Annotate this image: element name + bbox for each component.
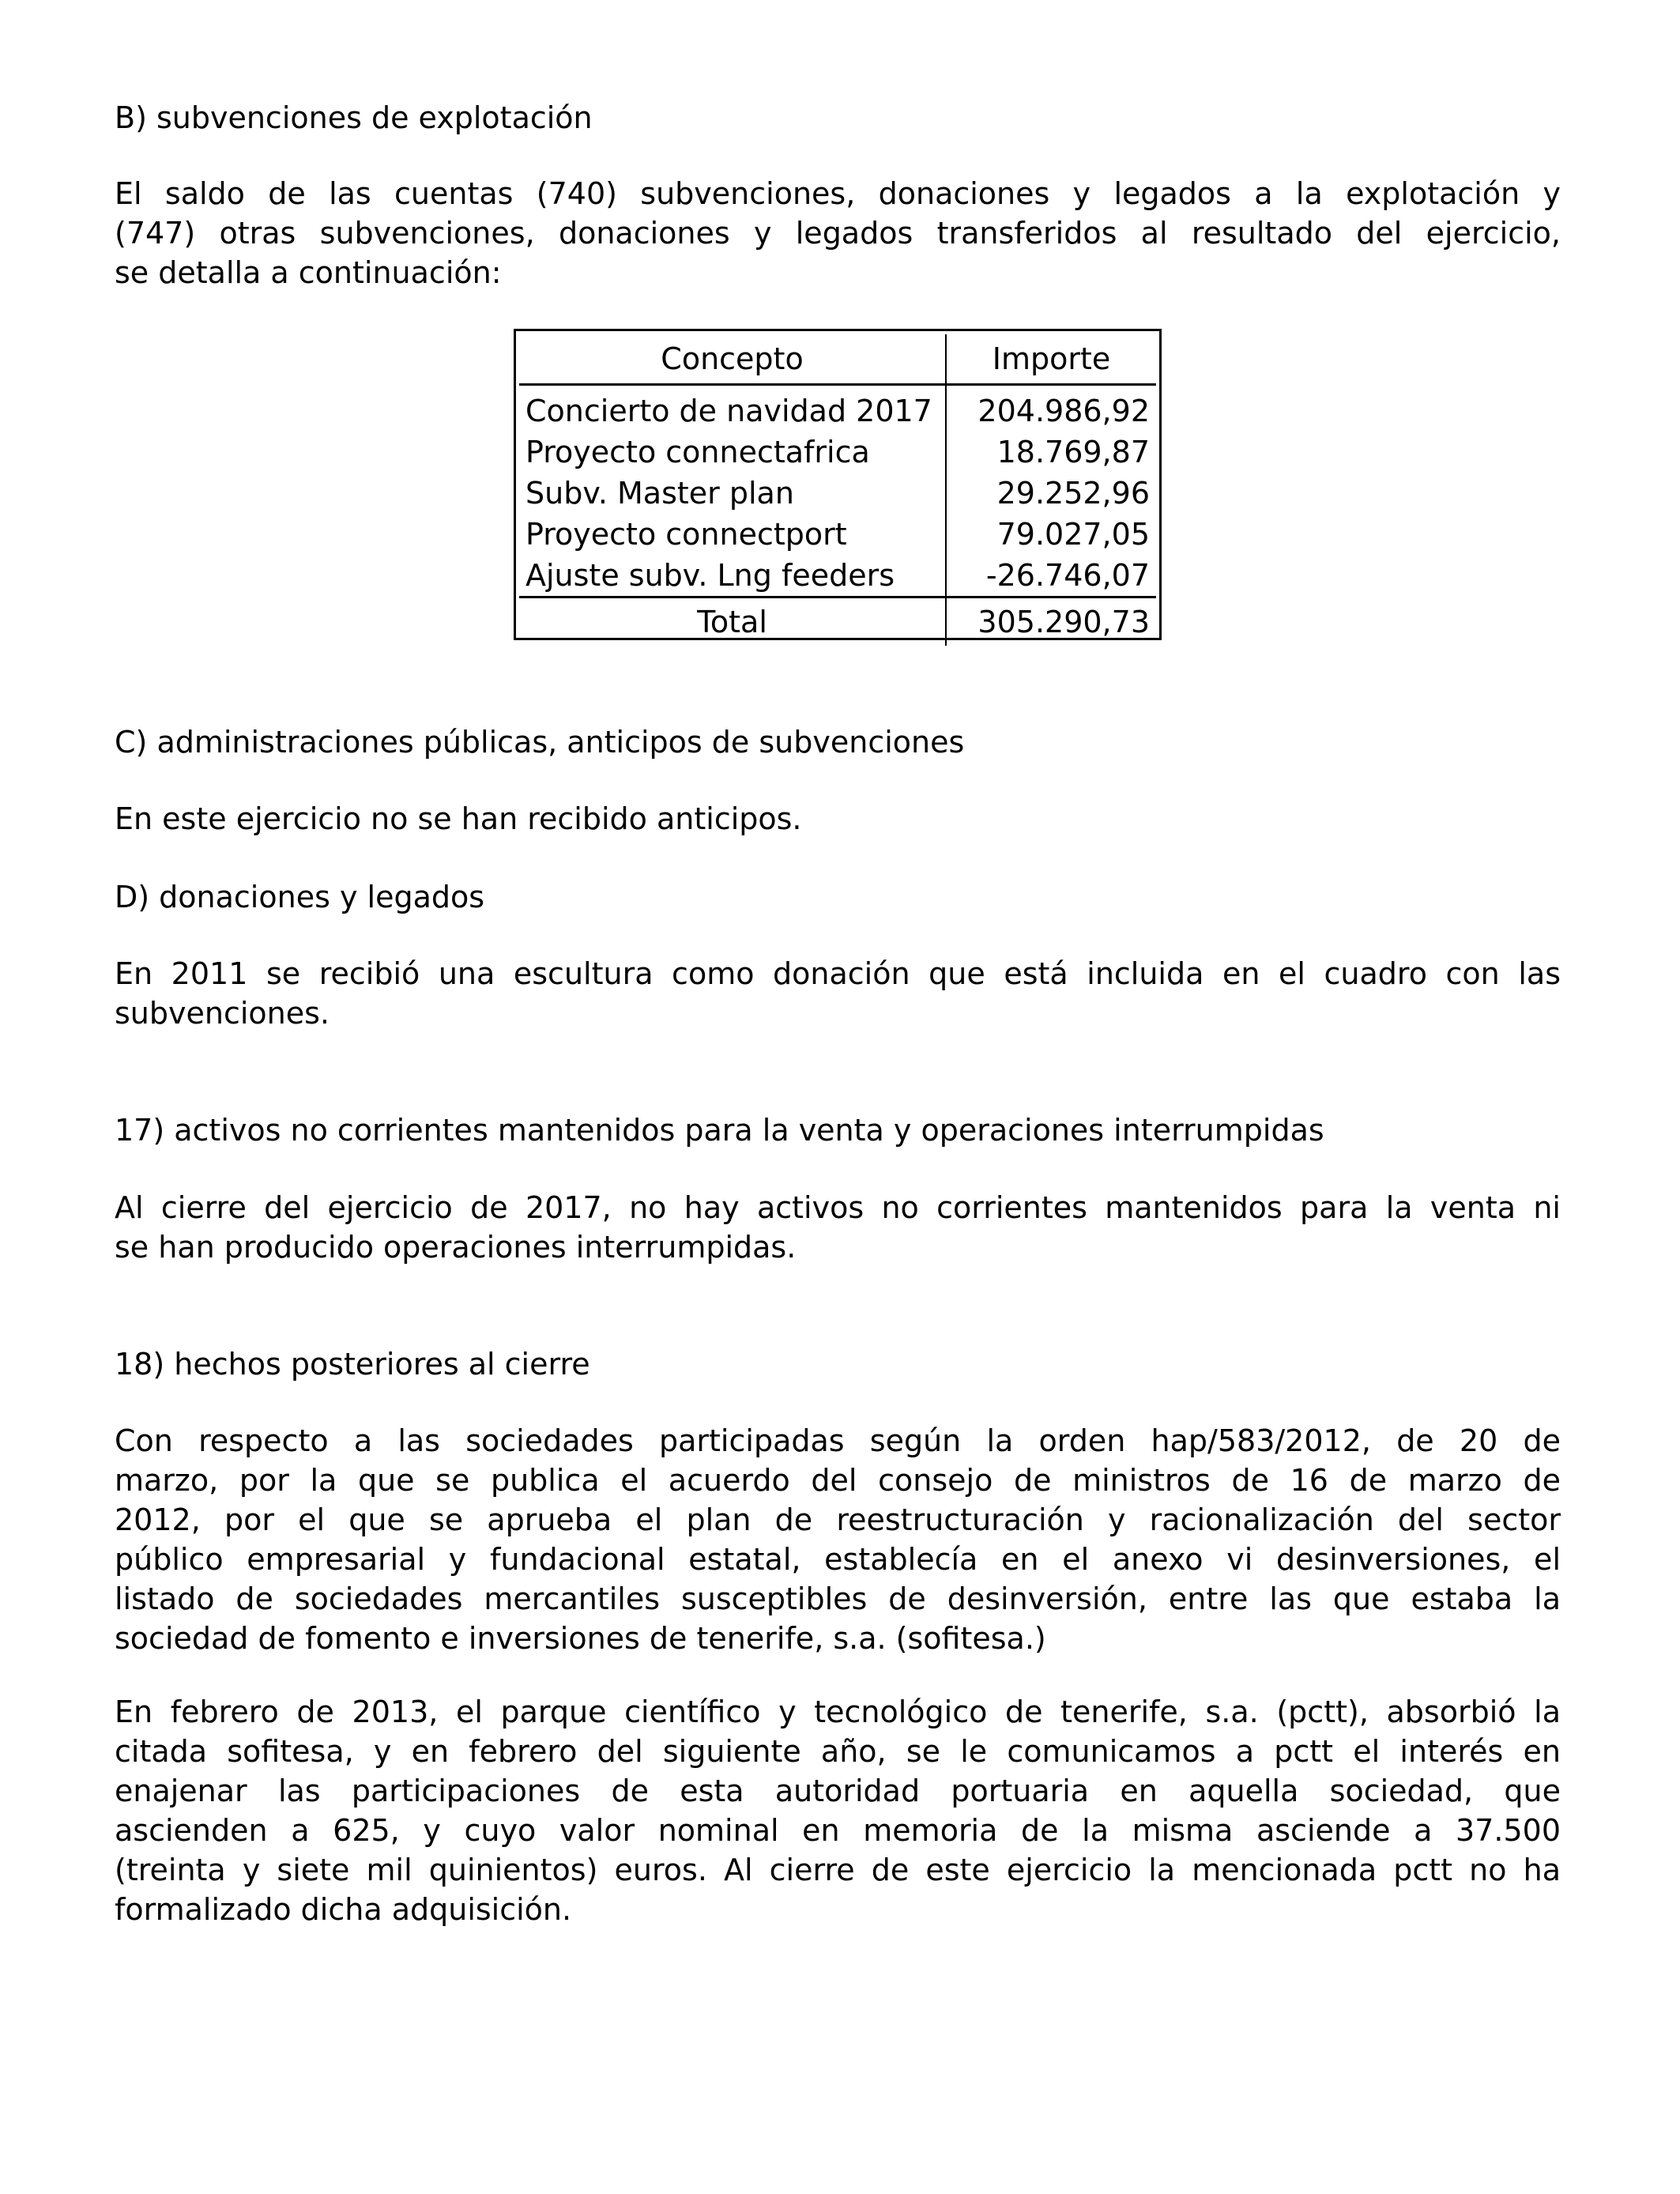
cell-concepto: Concierto de navidad 2017 (525, 394, 932, 428)
section-18-heading: 18) hechos posteriores al cierre (115, 1347, 590, 1382)
table-row (519, 514, 1156, 555)
paragraph-line: público empresarial y fundacional estatal, establecía en el anexo vi desinversiones, el (115, 1542, 1561, 1577)
section-d-paragraph (115, 954, 1561, 1033)
cell-concepto: Proyecto connectport (525, 517, 847, 552)
paragraph-line: En 2011 se recibió una escultura como donación que está incluida en el cuadro con las (115, 956, 1561, 991)
paragraph-line: 2012, por el que se aprueba el plan de reestructuración y racionalización del sector (115, 1502, 1561, 1537)
paragraph-line: En febrero de 2013, el parque científico y tecnológico de tenerife, s.a. (pctt), absorbió la (115, 1695, 1561, 1729)
table-row (519, 473, 1156, 514)
paragraph-line: marzo, por la que se publica el acuerdo del consejo de ministros de 16 de marzo de (115, 1463, 1561, 1498)
table-row (519, 432, 1156, 473)
section-c-heading: C) administraciones públicas, anticipos de subvenciones (115, 725, 965, 760)
paragraph-line: se detalla a continuación: (115, 255, 502, 290)
cell-concepto: Proyecto connectafrica (525, 435, 870, 469)
cell-importe: -26.746,07 (946, 555, 1156, 598)
paragraph-line: Al cierre del ejercicio de 2017, no hay activos no corrientes mantenidos para la venta ni (115, 1190, 1561, 1225)
paragraph-line: En este ejercicio no se han recibido anticipos. (115, 801, 802, 836)
table-total-row (519, 598, 1156, 647)
header-concepto: Concepto (519, 334, 946, 385)
cell-importe: 18.769,87 (946, 432, 1156, 473)
paragraph-line: (747) otras subvenciones, donaciones y legados transferidos al resultado del ejercicio, (115, 216, 1561, 251)
header-importe: Importe (946, 334, 1156, 385)
paragraph-line: sociedad de fomento e inversiones de tenerife, s.a. (sofitesa.) (115, 1621, 1046, 1656)
paragraph-line: listado de sociedades mercantiles susceptibles de desinversión, entre las que estaba la (115, 1581, 1561, 1616)
paragraph-line: subvenciones. (115, 996, 330, 1031)
paragraph-line: enajenar las participaciones de esta autoridad portuaria en aquella sociedad, que (115, 1774, 1561, 1808)
cell-concepto: Ajuste subv. Lng feeders (525, 558, 895, 593)
section-b-paragraph (115, 174, 1561, 292)
section-b-heading: B) subvenciones de explotación (115, 100, 593, 135)
section-17-paragraph (115, 1188, 1561, 1267)
paragraph-line: Con respecto a las sociedades participadas según la orden hap/583/2012, de 20 de (115, 1423, 1561, 1458)
cell-importe: 29.252,96 (946, 473, 1156, 514)
section-d-heading: D) donaciones y legados (115, 880, 485, 914)
total-label: Total (519, 598, 946, 647)
table-row (519, 555, 1156, 598)
paragraph-line: ascienden a 625, y cuyo valor nominal en memoria de la misma asciende a 37.500 (115, 1813, 1561, 1848)
paragraph-line: (treinta y siete mil quinientos) euros. Al cierre de este ejercicio la mencionada pctt no ha (115, 1853, 1561, 1887)
cell-importe: 79.027,05 (946, 514, 1156, 555)
cell-importe: 204.986,92 (946, 385, 1156, 432)
total-value: 305.290,73 (946, 598, 1156, 647)
paragraph-line: El saldo de las cuentas (740) subvenciones, donaciones y legados a la explotación y (115, 176, 1561, 211)
section-18-paragraph-2 (115, 1692, 1561, 1929)
paragraph-line: citada sofitesa, y en febrero del siguiente año, se le comunicamos a pctt el interés en (115, 1734, 1561, 1769)
subvenciones-table (519, 334, 1156, 646)
section-18-paragraph-1 (115, 1421, 1561, 1658)
cell-concepto: Subv. Master plan (525, 476, 794, 511)
section-c-paragraph (115, 799, 1561, 839)
table-header-row (519, 334, 1156, 385)
paragraph-line: se han producido operaciones interrumpidas. (115, 1230, 797, 1265)
table-row (519, 385, 1156, 432)
paragraph-line: formalizado dicha adquisición. (115, 1892, 572, 1927)
section-17-heading: 17) activos no corrientes mantenidos para la venta y operaciones interrumpidas (115, 1113, 1324, 1148)
subvenciones-table-frame (514, 329, 1162, 640)
